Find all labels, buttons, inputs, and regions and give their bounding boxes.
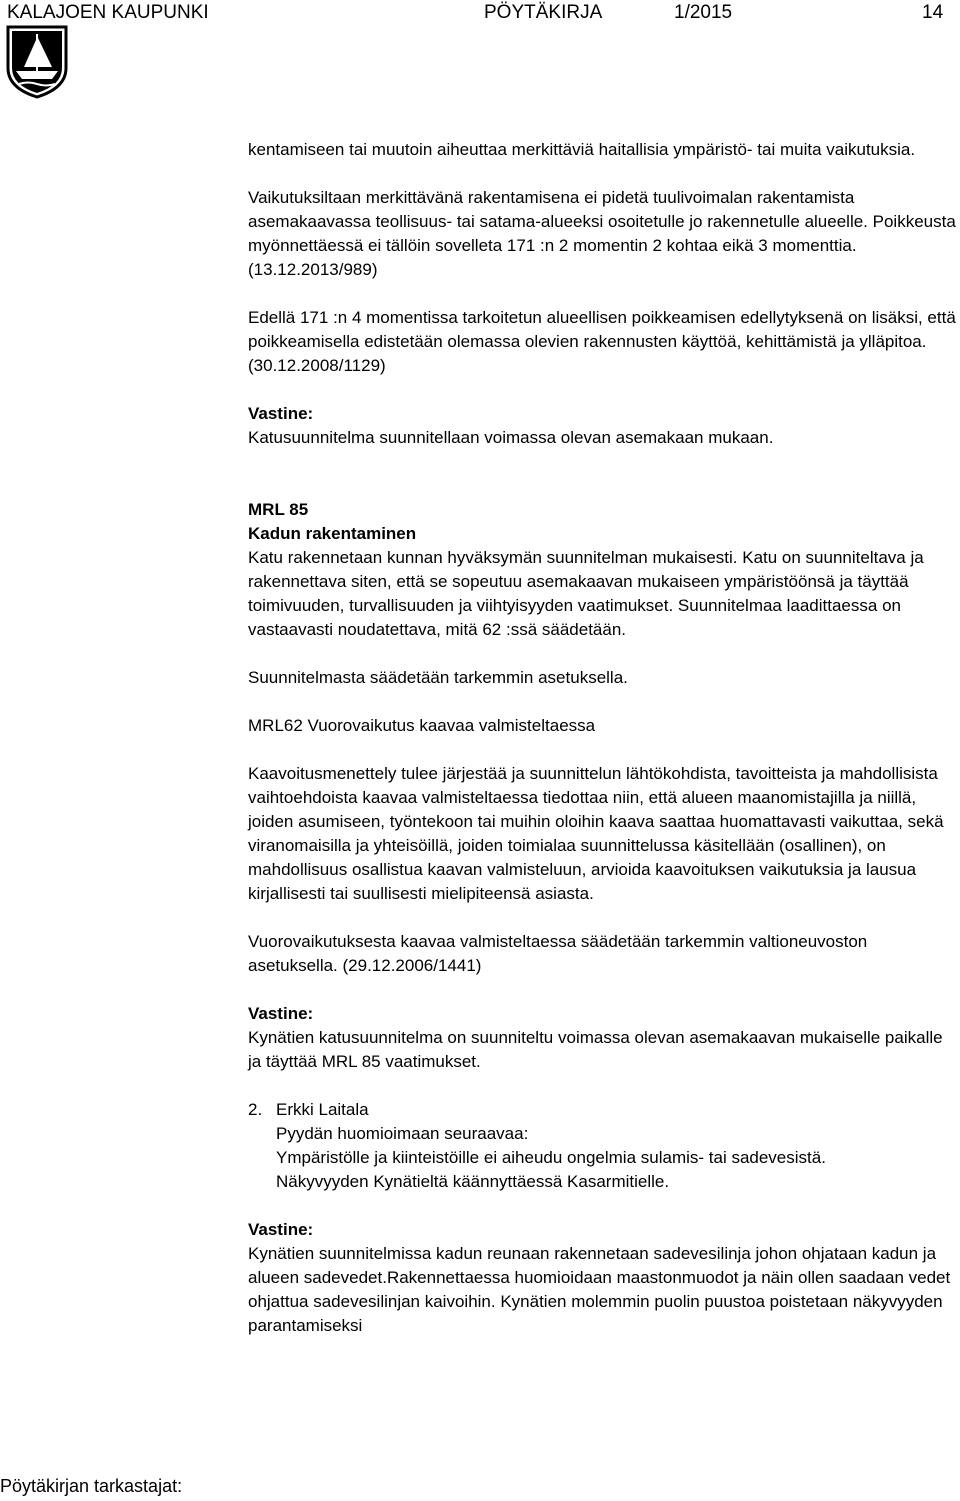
list-item-line: Ympäristölle ja kiinteistöille ei aiheudu ongelmia sulamis- tai sadevesistä. [276,1148,826,1167]
doc-number: 1/2015 [674,2,733,23]
doc-type: PÖYTÄKIRJA [484,2,603,23]
section-title: MRL 85 [248,500,309,519]
section-subtitle: Kadun rakentaminen [248,524,417,543]
section-text-mrl62-2: Vuorovaikutuksesta kaavaa valmisteltaessa säädetään tarkemmin valtioneuvoston asetuksella. (29.12.2006/1441) [248,932,868,975]
section-text: Katu rakennetaan kunnan hyväksymän suunnitelman mukaisesti. Katu on suunniteltava ja rakennettava siten, että se sopeutuu asemakaavan mukaiseen ympäristöönsä ja täyttää toimivuuden, turvallisuuden ja viihtyisyyden vaatimukset. Suunnitelmaa laadittaessa on vastaavasti noudatettava, mitä 62 :ssä säädetään. [248,548,924,639]
city-coat-of-arms-ship-icon [4,24,70,100]
org-name: KALAJOEN KAUPUNKI [7,2,209,23]
paragraph-exemption: Edellä 171 :n 4 momentissa tarkoitetun alueellisen poikkeamisen edellytyksenä on lisäksi, että poikkeamisella edistetään olemassa olevien rakennusten käyttöä, kehittämistä ja ylläpitoa. (30.12.2008/1129) [248,308,956,375]
section-title-mrl62: MRL62 Vuorovaikutus kaavaa valmisteltaessa [248,716,596,735]
list-item-line: Pyydän huomioimaan seuraavaa: [276,1124,529,1143]
paragraph-continuation: kentamiseen tai muutoin aiheuttaa merkittäviä haitallisia ympäristö- tai muita vaikutuksia. [248,140,916,159]
vastine-label: Vastine: [248,1220,314,1239]
vastine-text: Kynätien suunnitelmissa kadun reunaan rakennetaan sadevesilinja johon ohjataan kadun ja alueen sadevedet.Rakennettaessa huomioidaan maastonmuodot ja näin ollen saadaan vedet ohjattua sadevesilinjan kaivoihin. Kynätien molemmin puolin puustoa poistetaan näkyvyyden parantamiseksi [248,1244,951,1335]
vastine-text: Kynätien katusuunnitelma on suunniteltu voimassa olevan asemakaavan mukaiselle paikalle ja täyttää MRL 85 vaatimukset. [248,1028,943,1071]
document-body [248,138,960,1338]
page-header [0,0,960,26]
vastine-text: Katusuunnitelma suunnitellaan voimassa olevan asemakaan mukaan. [248,428,774,447]
list-item-name: Erkki Laitala [276,1100,369,1119]
section-text-mrl62: Kaavoitusmenettely tulee järjestää ja suunnittelun lähtökohdista, tavoitteista ja mahdollisista vaihtoehdoista kaavaa valmisteltaessa tiedottaa niin, että alueen maanomistajilla ja niillä, joiden asumiseen, työntekoon tai muihin oloihin kaava saattaa huomattavasti vaikuttaa, sekä viranomaisilla ja yhteisöillä, joiden toimialaa suunnittelussa käsitellään (osallinen), on mahdollisuus osallistua kaavan valmisteluun, arvioida kaavoituksen vaikutuksia ja lausua kirjallisesti tai suullisesti mielipiteensä asiasta. [248,764,944,903]
reviewers-label: Pöytäkirjan tarkastajat: [0,1476,183,1496]
paragraph-wind-power: Vaikutuksiltaan merkittävänä rakentamisena ei pidetä tuulivoimalan rakentamista asemakaavassa teollisuus- tai satama-alueeksi osoitetulle jo rakennetulle alueelle. Poikkeusta myönnettäessä ei tällöin sovelleta 171 :n 2 momentin 2 kohtaa eikä 3 momenttia. (13.12.2013/989) [248,188,956,279]
vastine-label: Vastine: [248,404,314,423]
page-number: 14 [922,2,944,23]
list-item [248,1098,960,1122]
section-text-2: Suunnitelmasta säädetään tarkemmin asetuksella. [248,668,628,687]
vastine-label: Vastine: [248,1004,314,1023]
list-item-number: 2. [248,1100,263,1119]
list-item-line: Näkyvyyden Kynätieltä käännyttäessä Kasarmitielle. [276,1172,670,1191]
